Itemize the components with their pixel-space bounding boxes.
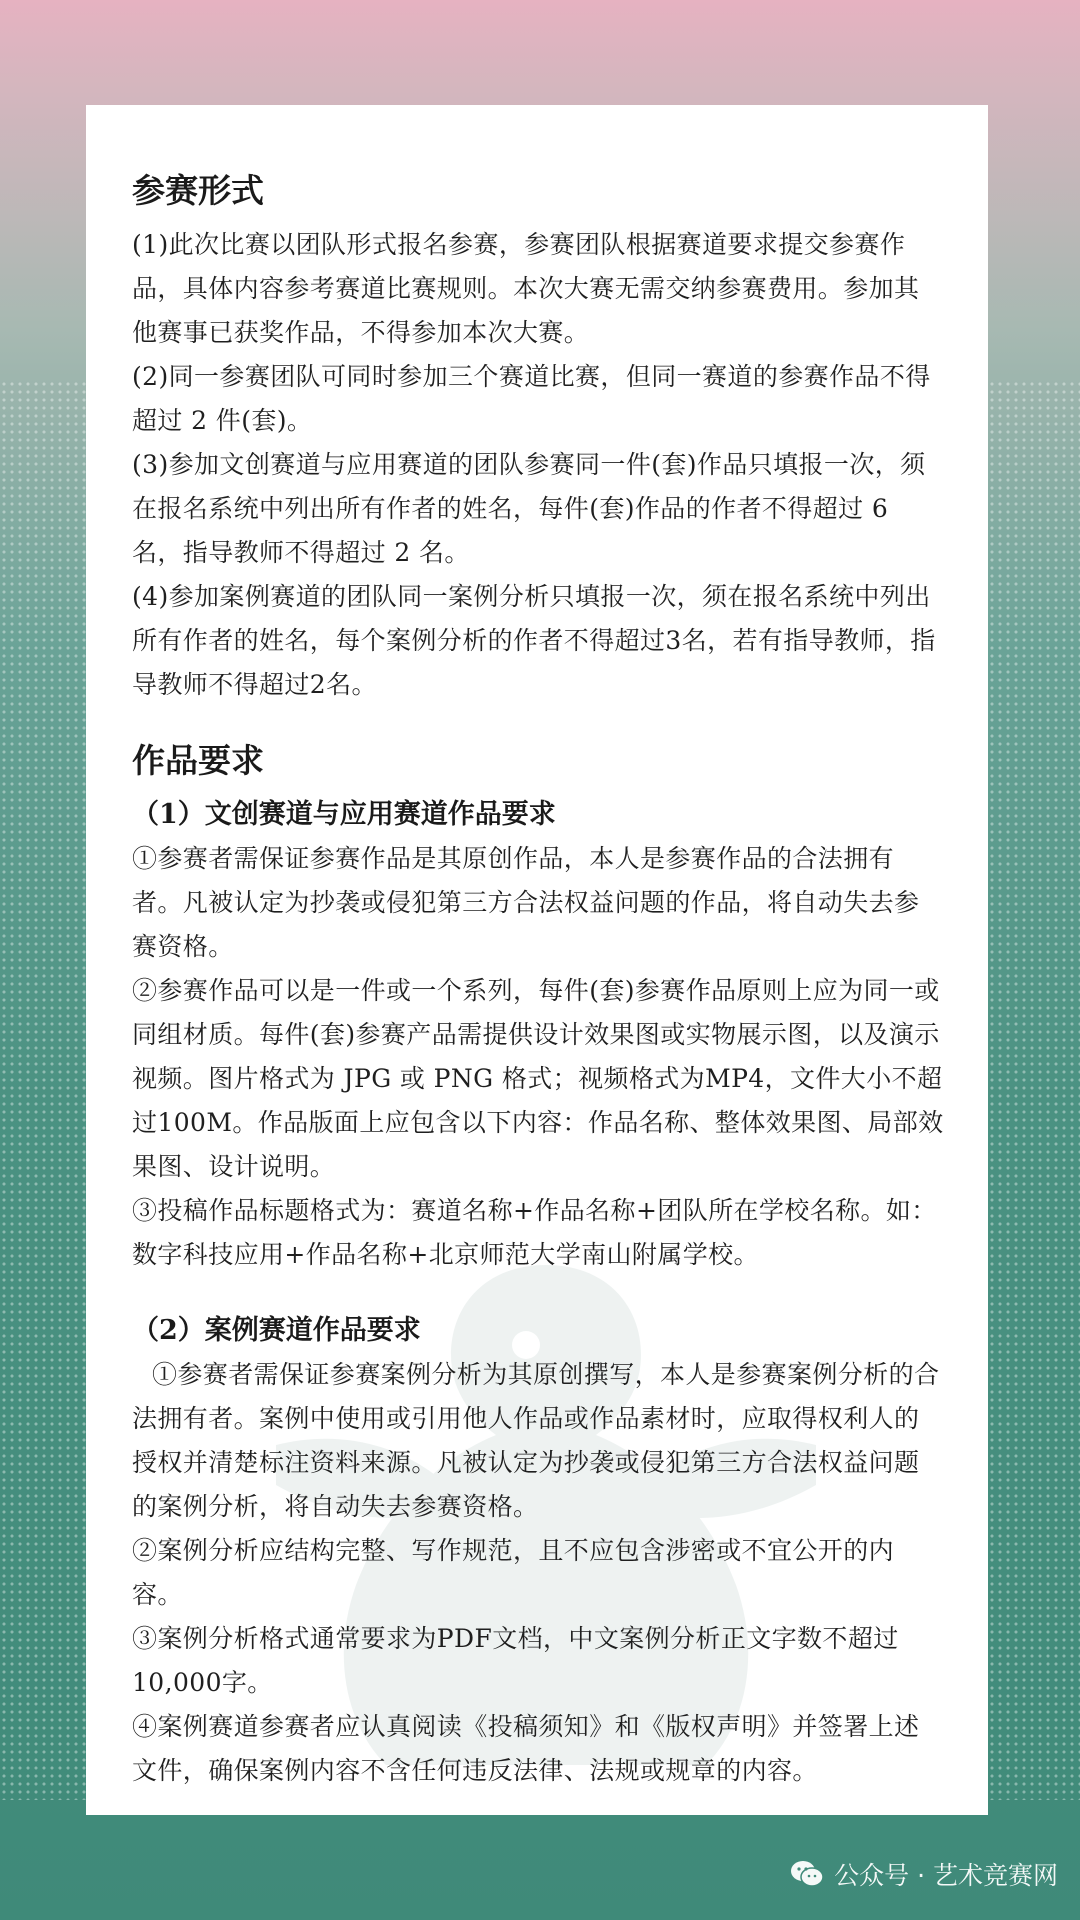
entry-format-item-2: (2)同一参赛团队可同时参加三个赛道比赛，但同一赛道的参赛作品不得超过 2 件(套)。 [132,362,931,435]
creative-requirement-3: ③投稿作品标题格式为：赛道名称+作品名称+团队所在学校名称。如：数字科技应用+作品名称+北京师范大学南山附属学校。 [132,1196,937,1269]
dot-pattern-right [980,380,1080,1800]
entry-format-item-1: (1)此次比赛以团队形式报名参赛，参赛团队根据赛道要求提交参赛作品，具体内容参考赛道比赛规则。本次大赛无需交纳参赛费用。参加其他赛事已获奖作品，不得参加本次大赛。 [132,230,920,347]
case-requirement-4: ④案例赛道参赛者应认真阅读《投稿须知》和《版权声明》并签署上述文件，确保案例内容不含任何违反法律、法规或规章的内容。 [132,1712,920,1785]
entry-format-item-3: (3)参加文创赛道与应用赛道的团队参赛同一件(套)作品只填报一次，须在报名系统中列出所有作者的姓名，每件(套)作品的作者不得超过 6 名，指导教师不得超过 2 名。 [132,450,926,567]
creative-requirement-1: ①参赛者需保证参赛作品是其原创作品，本人是参赛作品的合法拥有者。凡被认定为抄袭或侵犯第三方合法权益问题的作品，将自动失去参赛资格。 [132,844,920,961]
creative-requirement-2: ②参赛作品可以是一件或一个系列，每件(套)参赛作品原则上应为同一或同组材质。每件(套)参赛产品需提供设计效果图或实物展示图，以及演示视频。图片格式为 JPG 或 PNG 格式；视频格式为MP4，文件大小不超过100M。作品版面上应包含以下内容：作品名称、整体效果图、局部效果图、设计说明。 [132,976,944,1181]
entry-format-item-4: (4)参加案例赛道的团队同一案例分析只填报一次，须在报名系统中列出所有作者的姓名，每个案例分析的作者不得超过3名，若有指导教师，指导教师不得超过2名。 [132,582,936,699]
content-card [86,105,988,1815]
dot-pattern-left [0,380,100,1800]
case-requirement-2: ②案例分析应结构完整、写作规范，且不应包含涉密或不宜公开的内容。 [132,1536,895,1609]
watermark-text: 公众号 · 艺术竞赛网 [834,1861,1058,1890]
subsection-title-case-track: （2）案例赛道作品要求 [132,1315,421,1346]
case-requirement-3: ③案例分析格式通常要求为PDF文档，中文案例分析正文字数不超过10,000字。 [132,1624,899,1697]
wechat-icon [790,1859,824,1889]
subsection-title-creative-application: （1）文创赛道与应用赛道作品要求 [132,799,556,830]
wechat-account-watermark [790,1856,1058,1892]
case-requirement-1: ①参赛者需保证参赛案例分析为其原创撰写，本人是参赛案例分析的合法拥有者。案例中使用或引用他人作品或作品素材时，应取得权利人的授权并清楚标注资料来源。凡被认定为抄袭或侵犯第三方合法权益问题的案例分析，将自动失去参赛资格。 [132,1360,940,1521]
document-body [86,105,988,1793]
section-title-entry-format: 参赛形式 [132,171,264,210]
section-title-work-requirements: 作品要求 [132,741,264,780]
